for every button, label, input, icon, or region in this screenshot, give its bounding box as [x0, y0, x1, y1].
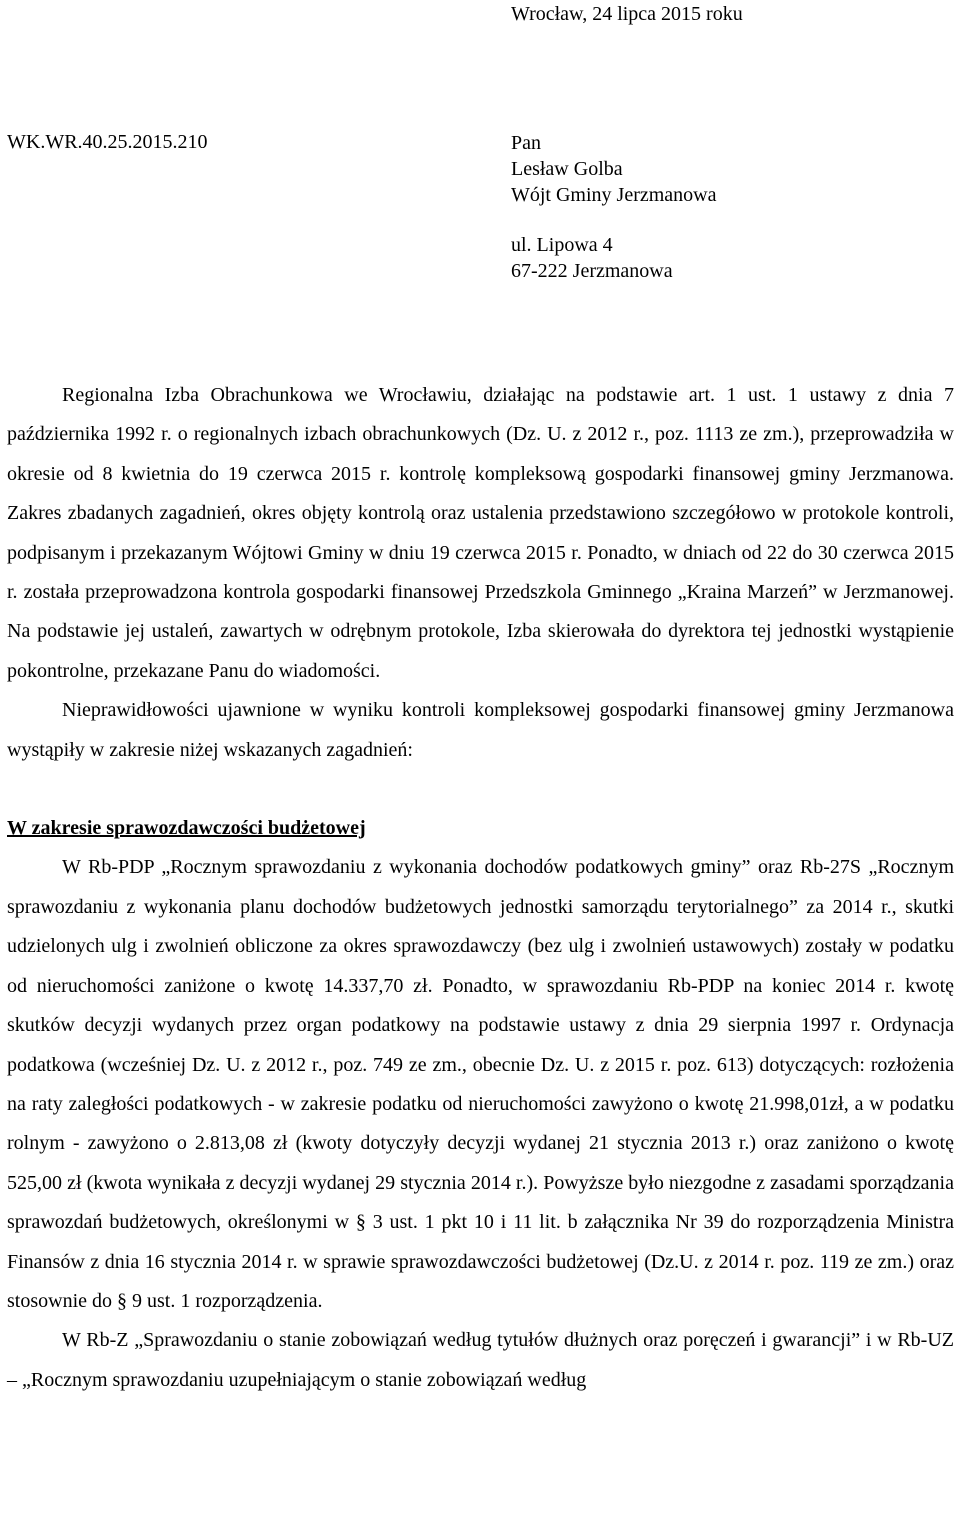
body-paragraph: W Rb-PDP „Rocznym sprawozdaniu z wykonania dochodów podatkowych gminy” oraz Rb-27S „Rocznym sprawozdaniu z wykonania planu dochodów budżetowych jednostki samorządu terytorialnego” za 2014 r., skutki udzielonych ulg i zwolnień obliczone za okres sprawozdawczy (bez ulg i zwolnień ustawowych) zostały w podatku od nieruchomości zaniżone o kwotę 14.337,70 zł. Ponadto, w sprawozdaniu Rb-PDP na koniec 2014 r. kwotę skutków decyzji wydanych przez organ podatkowy na podstawie ustawy z dnia 29 sierpnia 1997 r. Ordynacja podatkowa (wcześniej Dz. U. z 2012 r., poz. 749 ze zm., obecnie Dz. U. z 2015 r. poz. 613) dotyczących: rozłożenia na raty zaległości podatkowych - w zakresie podatku od nieruchomości zawyżono o kwotę 21.998,01zł, a w podatku rolnym - zawyżono o 2.813,08 zł (kwoty dotyczyły decyzji wydanej 21 stycznia 2013 r.) oraz zaniżono o kwotę 525,00 zł (kwota wynikała z decyzji wydanej 29 stycznia 2014 r.). Powyższe było niezgodne z zasadami sporządzania sprawozdań budżetowych, określonymi w § 3 ust. 1 pkt 10 i 11 lit. b załącznika Nr 39 do rozporządzenia Ministra Finansów z dnia 16 stycznia 2014 r. w sprawie sprawozdawczości budżetowej (Dz.U. z 2014 r. poz. 119 ze zm.) oraz stosownie do § 9 ust. 1 rozporządzenia.	[7, 856, 954, 1312]
body-paragraph: W Rb-Z „Sprawozdaniu o stanie zobowiązań według tytułów dłużnych oraz poręczeń i gwarancji” i w Rb-UZ – „Rocznym sprawozdaniu uzupełniającym o stanie zobowiązań według	[7, 1329, 954, 1391]
section-heading: W zakresie sprawozdawczości budżetowej	[7, 817, 366, 840]
addressee-street: ul. Lipowa 4	[511, 234, 613, 256]
body-paragraph: Regionalna Izba Obrachunkowa we Wrocławiu, działając na podstawie art. 1 ust. 1 ustawy z dnia 7 października 1992 r. o regionalnych izbach obrachunkowych (Dz. U. z 2012 r., poz. 1113 ze zm.), przeprowadziła w okresie od 8 kwietnia do 19 czerwca 2015 r. kontrolę kompleksową gospodarki finansowej gminy Jerzmanowa. Zakres zbadanych zagadnień, okres objęty kontrolą oraz ustalenia przedstawiono szczegółowo w protokole kontroli, podpisanym i przekazanym Wójtowi Gminy w dniu 19 czerwca 2015 r. Ponadto, w dniach od 22 do 30 czerwca 2015 r. została przeprowadzona kontrola gospodarki finansowej Przedszkola Gminnego „Kraina Marzeń” w Jerzmanowej. Na podstawie jej ustaleń, zawartych w odrębnym protokole, Izba skierowała do dyrektora tej jednostki wystąpienie pokontrolne, przekazane Panu do wiadomości.	[7, 384, 954, 682]
letter-date: Wrocław, 24 lipca 2015 roku	[511, 3, 743, 25]
addressee-block	[511, 130, 717, 284]
addressee-city: 67-222 Jerzmanowa	[511, 260, 673, 282]
body-paragraph: Nieprawidłowości ujawnione w wyniku kontroli kompleksowej gospodarki finansowej gminy Jerzmanowa wystąpiły w zakresie niżej wskazanych zagadnień:	[7, 699, 954, 761]
addressee-position: Wójt Gminy Jerzmanowa	[511, 184, 717, 206]
letter-body	[7, 376, 954, 1400]
addressee-title: Pan	[511, 132, 541, 154]
reference-number: WK.WR.40.25.2015.210	[7, 131, 208, 153]
addressee-name: Lesław Golba	[511, 158, 623, 180]
